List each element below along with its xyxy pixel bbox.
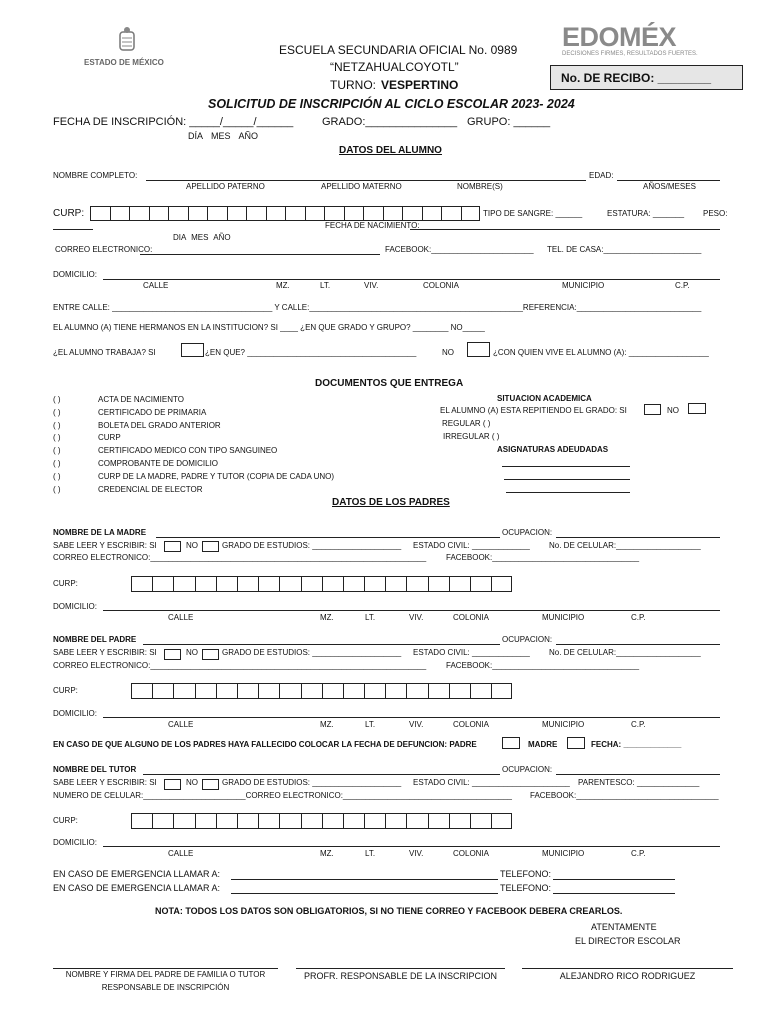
tutor-education-field[interactable]: GRADO DE ESTUDIOS: ____________________ (222, 778, 402, 787)
addr-sub-mz: MZ. (320, 849, 334, 858)
mother-literate-yes-box[interactable] (164, 541, 181, 552)
receipt-label: No. DE RECIBO: ________ (561, 71, 712, 85)
father-civil-status-field[interactable]: ESTADO CIVIL: _____________ (413, 648, 530, 657)
mother-occupation-line[interactable] (556, 537, 720, 538)
works-yes-box[interactable] (181, 343, 204, 357)
addr-sub-cp: C.P. (631, 849, 646, 858)
tutor-literate-label: SABE LEER Y ESCRIBIR: SI (53, 778, 157, 787)
works-no-label: NO (442, 348, 454, 357)
repeating-no-box[interactable] (688, 403, 706, 414)
birth-date-line[interactable] (410, 229, 720, 230)
tutor-literate-no-box[interactable] (202, 779, 219, 790)
parent-signature-line[interactable] (53, 968, 278, 969)
father-email-field[interactable]: CORREO ELECTRONICO:______________________________________________________________ (53, 661, 427, 670)
weight-label: PESO: (703, 209, 728, 218)
mother-name-label: NOMBRE DE LA MADRE (53, 528, 147, 537)
tutor-civil-status-field[interactable]: ESTADO CIVIL: ______________________ (413, 778, 570, 787)
shift-label: TURNO: (330, 78, 376, 92)
doc-item: ACTA DE NACIMIENTO (98, 395, 184, 404)
doc-check-7[interactable]: ( ) (53, 471, 61, 481)
state-logo (78, 26, 174, 70)
mother-education-field[interactable]: GRADO DE ESTUDIOS: ____________________ (222, 541, 402, 550)
addr-sub-lt: LT. (320, 281, 331, 290)
father-curp-boxes[interactable] (131, 683, 512, 699)
between-streets-field[interactable]: ENTRE CALLE: ____________________________________ Y CALLE:________________________________________________REFERENCIA:____________________________ (53, 303, 702, 312)
school-nickname: “NETZAHUALCOYOTL” (330, 60, 459, 74)
addr-sub-viv: VIV. (409, 720, 424, 729)
owed-subject-line[interactable] (506, 492, 630, 493)
addr-sub-municipio: MUNICIPIO (542, 720, 585, 729)
owed-subject-line[interactable] (502, 466, 630, 467)
brand-slogan: DECISIONES FIRMES, RESULTADOS FUERTES. (562, 51, 698, 57)
mother-occupation-label: OCUPACION: (502, 528, 553, 537)
doc-check-2[interactable]: ( ) (53, 407, 61, 417)
doc-item: BOLETA DEL GRADO ANTERIOR (98, 420, 221, 430)
mother-facebook-field[interactable]: FACEBOOK:_________________________________ (446, 553, 640, 562)
student-address-line[interactable] (103, 279, 720, 280)
addr-sub-viv: VIV. (409, 849, 424, 858)
deceased-father-box[interactable] (502, 737, 520, 749)
addr-sub-lt: LT. (365, 849, 376, 858)
father-occupation-line[interactable] (556, 644, 720, 645)
addr-sub-colonia: COLONIA (453, 849, 490, 858)
tutor-occupation-line[interactable] (556, 774, 720, 775)
student-facebook-field[interactable]: FACEBOOK:_______________________ (385, 245, 534, 254)
date-sublabels: DÍA MES AÑO (188, 131, 259, 141)
addr-sub-mz: MZ. (320, 613, 334, 622)
addr-sub-street: CALLE (168, 849, 194, 858)
addr-sub-cp: C.P. (675, 281, 690, 290)
tutor-facebook-field[interactable]: FACEBOOK:________________________________ (530, 791, 719, 800)
student-email-line[interactable] (140, 254, 380, 255)
full-name-line[interactable] (146, 180, 586, 181)
works-question: ¿EL ALUMNO TRABAJA? SI (53, 348, 156, 357)
student-email-label: CORREO ELECTRONICO: (55, 245, 153, 254)
addr-sub-street: CALLE (168, 720, 194, 729)
blood-type-field[interactable]: TIPO DE SANGRE: ______ (483, 209, 583, 218)
works-where-field[interactable]: ¿EN QUE? ______________________________________ (205, 348, 417, 357)
mother-name-line[interactable] (156, 537, 500, 538)
school-name: ESCUELA SECUNDARIA OFICIAL No. 0989 (279, 43, 518, 57)
age-line[interactable] (617, 180, 720, 181)
sub-age: AÑOS/MESES (643, 182, 696, 191)
tutor-literate-yes-box[interactable] (164, 779, 181, 790)
emergency-label-2: EN CASO DE EMERGENCIA LLAMAR A: (53, 883, 221, 893)
teacher-signature-line[interactable] (296, 968, 505, 969)
doc-item: CURP (98, 433, 121, 443)
mother-address-line[interactable] (103, 610, 720, 611)
lives-with-field[interactable]: ¿CON QUIEN VIVE EL ALUMNO (A): __________________ (493, 348, 709, 357)
mother-literate-no-box[interactable] (202, 541, 219, 552)
addr-sub-municipio: MUNICIPIO (542, 613, 585, 622)
deceased-mother-box[interactable] (567, 737, 585, 749)
coat-of-arms-icon (112, 26, 142, 56)
mandatory-note: NOTA: TODOS LOS DATOS SON OBLIGATORIOS, SI NO TIENE CORREO Y FACEBOOK DEBERA CREARLOS. (155, 906, 623, 916)
owed-subjects-title: ASIGNATURAS ADEUDADAS (497, 445, 609, 454)
addr-sub-colonia: COLONIA (453, 613, 490, 622)
deceased-mother-label: MADRE (528, 740, 558, 749)
mother-curp-boxes[interactable] (131, 576, 512, 592)
repeating-yes-box[interactable] (644, 404, 661, 415)
addr-sub-lt: LT. (365, 720, 376, 729)
addr-sub-municipio: MUNICIPIO (562, 281, 605, 290)
addr-sub-mz: MZ. (276, 281, 290, 290)
tutor-cell-email-field[interactable]: NUMERO DE CELULAR:_______________________CORREO ELECTRONICO:______________________________________ (53, 791, 512, 800)
parent-signature-label: NOMBRE Y FIRMA DEL PADRE DE FAMILIA O TUTOR (65, 970, 266, 979)
academic-status-title: SITUACION ACADEMICA (497, 394, 592, 403)
irregular-option[interactable]: IRREGULAR ( ) (443, 432, 500, 441)
father-literate-no-label: NO (186, 648, 198, 657)
student-address-label: DOMICILIO: (53, 270, 98, 279)
addr-sub-lt: LT. (365, 613, 376, 622)
brand-logo (562, 22, 698, 57)
doc-item: CERTIFICADO DE PRIMARIA (98, 407, 207, 417)
regular-option[interactable]: REGULAR ( ) (442, 419, 491, 428)
home-phone-field[interactable]: TEL. DE CASA:______________________ (547, 245, 702, 254)
tutor-address-line[interactable] (103, 846, 720, 847)
doc-item: CERTIFICADO MEDICO CON TIPO SANGUINEO (98, 446, 278, 456)
addr-sub-street: CALLE (143, 281, 169, 290)
mother-literate-label: SABE LEER Y ESCRIBIR: SI (53, 541, 157, 550)
owed-subject-line[interactable] (504, 479, 630, 480)
emergency-phone-label-1: TELEFONO: (500, 869, 552, 879)
sub-last-name-1: APELLIDO PATERNO (186, 182, 265, 191)
doc-check-6[interactable]: ( ) (53, 458, 61, 468)
emergency-contact-line-1[interactable] (231, 879, 498, 880)
brand-logo-text: EDOMÉX (562, 22, 677, 52)
father-education-field[interactable]: GRADO DE ESTUDIOS: ____________________ (222, 648, 402, 657)
repeating-label: EL ALUMNO (A) ESTA REPITIENDO EL GRADO: SI (440, 406, 627, 415)
doc-check-3[interactable]: ( ) (53, 420, 61, 430)
doc-item: CREDENCIAL DE ELECTOR (98, 484, 203, 494)
doc-check-4[interactable]: ( ) (53, 433, 61, 443)
father-address-label: DOMICILIO: (53, 709, 98, 718)
works-no-box[interactable] (467, 342, 490, 357)
mother-civil-status-field[interactable]: ESTADO CIVIL: _____________ (413, 541, 530, 550)
doc-checkboxes[interactable] (53, 394, 61, 496)
receipt-box[interactable] (550, 65, 743, 90)
sincerely-label: ATENTAMENTE (591, 922, 657, 932)
addr-sub-street: CALLE (168, 613, 194, 622)
grade-field[interactable]: GRADO:_______________ (322, 116, 458, 128)
section-parents: DATOS DE LOS PADRES (332, 497, 450, 508)
father-name-line[interactable] (143, 644, 500, 645)
addr-sub-viv: VIV. (409, 613, 424, 622)
father-literate-no-box[interactable] (202, 649, 219, 660)
sub-names: NOMBRE(S) (457, 182, 503, 191)
mother-email-field[interactable]: CORREO ELECTRONICO:______________________________________________________________ (53, 553, 427, 562)
tutor-curp-label: CURP: (53, 816, 78, 825)
tutor-name-label: NOMBRE DEL TUTOR (53, 765, 137, 774)
mother-literate-no-label: NO (186, 541, 198, 550)
birth-date-label: FECHA DE NACIMIENTO: (325, 221, 420, 230)
age-label: EDAD: (589, 171, 614, 180)
tutor-relationship-field[interactable]: PARENTESCO: ______________ (578, 778, 700, 787)
tutor-address-label: DOMICILIO: (53, 838, 98, 847)
emergency-phone-line-2[interactable] (553, 893, 675, 894)
addr-sub-municipio: MUNICIPIO (542, 849, 585, 858)
group-field[interactable]: GRUPO: ______ (467, 116, 551, 128)
father-literate-label: SABE LEER Y ESCRIBIR: SI (53, 648, 157, 657)
student-curp-label: CURP: (53, 208, 85, 219)
addr-sub-cp: C.P. (631, 720, 646, 729)
doc-check-8[interactable]: ( ) (53, 484, 61, 494)
addr-sub-colonia: COLONIA (423, 281, 460, 290)
section-documents: DOCUMENTOS QUE ENTREGA (315, 378, 464, 389)
addr-sub-colonia: COLONIA (453, 720, 490, 729)
teacher-signature-label: PROFR. RESPONSABLE DE LA INSCRIPCION (303, 971, 498, 981)
doc-item: COMPROBANTE DE DOMICILIO (98, 458, 219, 468)
tutor-literate-no-label: NO (186, 778, 198, 787)
emergency-label-1: EN CASO DE EMERGENCIA LLAMAR A: (53, 869, 221, 879)
mother-address-label: DOMICILIO: (53, 602, 98, 611)
director-label: EL DIRECTOR ESCOLAR (575, 936, 681, 946)
state-logo-text: ESTADO DE MÉXICO (84, 58, 164, 67)
parent-signature-sublabel: RESPONSABLE DE INSCRIPCIÓN (101, 983, 230, 992)
deceased-label: EN CASO DE QUE ALGUNO DE LOS PADRES HAYA FALLECIDO COLOCAR LA FECHA DE DEFUNCION: PADRE (53, 740, 477, 749)
siblings-question[interactable]: EL ALUMNO (A) TIENE HERMANOS EN LA INSTITUCION? SI ____ ¿EN QUE GRADO Y GRUPO? ________ NO_____ (53, 323, 485, 332)
tutor-occupation-label: OCUPACION: (502, 765, 553, 774)
director-signature-line[interactable] (522, 968, 733, 969)
father-cellphone-field[interactable]: No. DE CELULAR:___________________ (549, 648, 701, 657)
birth-date-sublabels: DIA MES AÑO (173, 233, 231, 242)
doc-item: CURP DE LA MADRE, PADRE Y TUTOR (COPIA DE CADA UNO) (98, 471, 335, 481)
father-name-label: NOMBRE DEL PADRE (53, 635, 137, 644)
tutor-curp-boxes[interactable] (131, 813, 512, 829)
shift-value: VESPERTINO (381, 78, 459, 92)
form-title: SOLICITUD DE INSCRIPCIÓN AL CICLO ESCOLAR 2023- 2024 (208, 97, 575, 111)
addr-sub-cp: C.P. (631, 613, 646, 622)
mother-cellphone-field[interactable]: No. DE CELULAR:___________________ (549, 541, 701, 550)
sub-last-name-2: APELLIDO MATERNO (321, 182, 402, 191)
doc-list (98, 394, 334, 496)
father-curp-label: CURP: (53, 686, 78, 695)
tutor-name-line[interactable] (143, 774, 500, 775)
father-address-line[interactable] (103, 717, 720, 718)
father-facebook-field[interactable]: FACEBOOK:_________________________________ (446, 661, 640, 670)
student-curp-boxes[interactable] (90, 206, 480, 221)
deceased-date-field[interactable]: FECHA: _____________ (591, 740, 682, 749)
addr-sub-mz: MZ. (320, 720, 334, 729)
section-student: DATOS DEL ALUMNO (339, 145, 442, 156)
mother-curp-label: CURP: (53, 579, 78, 588)
emergency-phone-line-1[interactable] (553, 879, 675, 880)
director-name: ALEJANDRO RICO RODRIGUEZ (559, 971, 696, 981)
height-field[interactable]: ESTATURA: _______ (607, 209, 685, 218)
weight-line[interactable] (53, 229, 93, 230)
inscription-date-field[interactable]: FECHA DE INSCRIPCIÓN: _____/_____/______ (53, 116, 294, 128)
emergency-phone-label-2: TELEFONO: (500, 883, 552, 893)
repeating-no-label: NO (667, 406, 679, 415)
doc-check-1[interactable]: ( ) (53, 395, 61, 404)
father-literate-yes-box[interactable] (164, 649, 181, 660)
doc-check-5[interactable]: ( ) (53, 446, 61, 456)
father-occupation-label: OCUPACION: (502, 635, 553, 644)
full-name-label: NOMBRE COMPLETO: (53, 171, 138, 180)
emergency-contact-line-2[interactable] (231, 893, 498, 894)
addr-sub-viv: VIV. (364, 281, 379, 290)
